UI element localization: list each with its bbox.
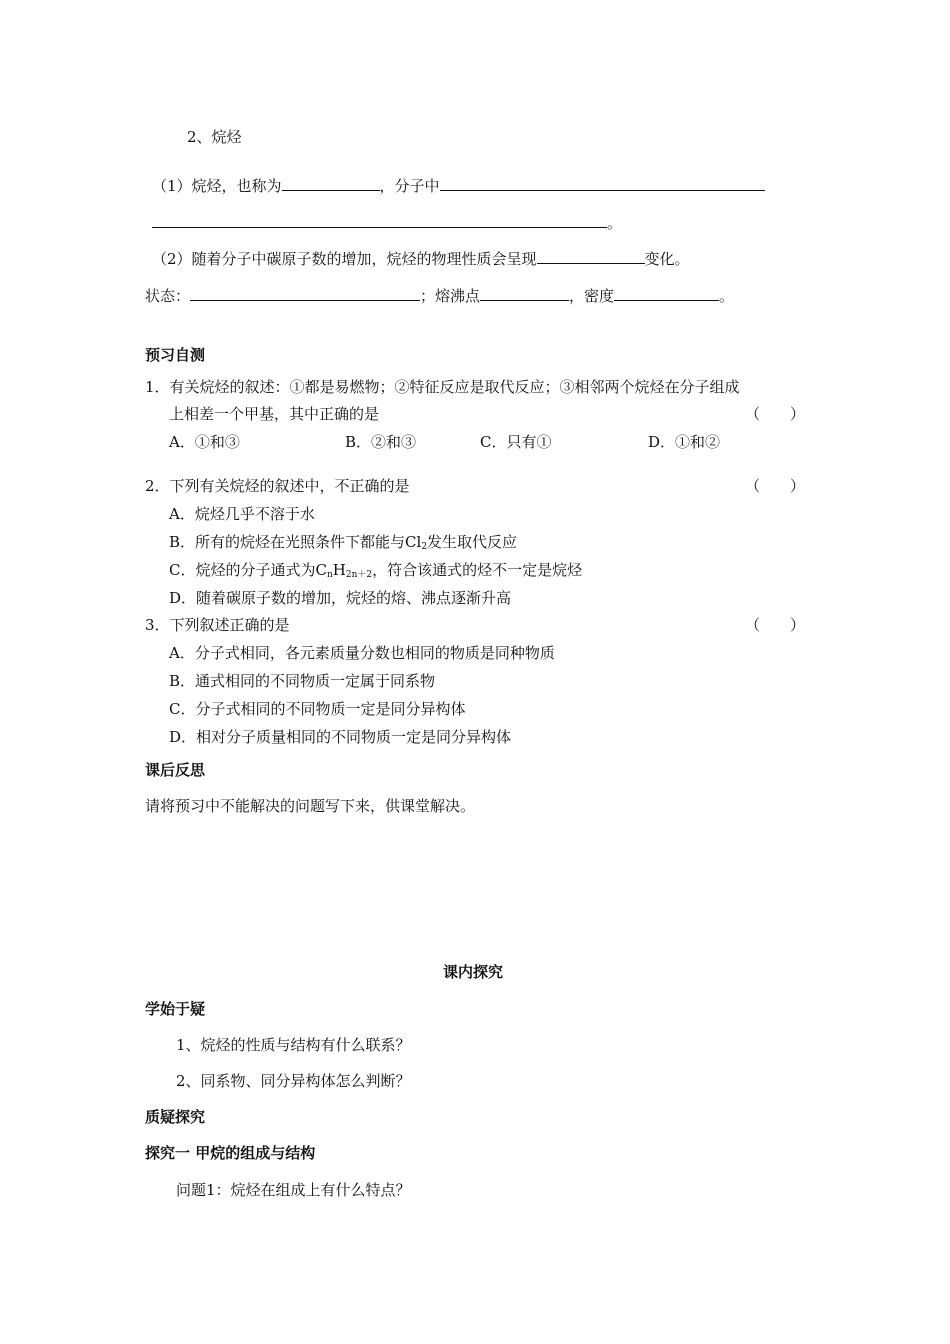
alias-blank[interactable]	[282, 175, 380, 191]
density-blank[interactable]	[614, 285, 719, 301]
q1-option-b[interactable]: B．②和③	[345, 433, 417, 451]
q3-option-a[interactable]: A．分子式相同，各元素质量分数也相同的物质是同种物质	[169, 644, 555, 662]
q2-option-c-sub2: 2n＋2	[345, 570, 373, 580]
q1-answer-paren[interactable]: （ ）	[745, 405, 806, 423]
reflection-text: 请将预习中不能解决的问题写下来，供课堂解决。	[145, 797, 476, 815]
alkane-definition-line	[152, 175, 765, 196]
q2-option-b-sub: 2	[421, 542, 428, 552]
q2-answer-paren[interactable]: （ ）	[745, 477, 806, 495]
q2-option-a[interactable]: A．烷烃几乎不溶于水	[169, 505, 315, 523]
density-label: ，密度	[569, 287, 615, 305]
molecule-label: ，分子中	[379, 177, 440, 195]
q2-option-c-post: ，符合该通式的烃不一定是烷烃	[372, 561, 583, 579]
q1-option-d[interactable]: D．①和②	[648, 433, 721, 451]
alkane-definition-label: （1）烷烃，也称为	[152, 177, 282, 195]
trend-blank[interactable]	[537, 248, 645, 264]
q2-stem: 2．下列有关烷烃的叙述中，不正确的是	[145, 477, 410, 495]
doubt-item-1: 1、烷烃的性质与结构有什么联系？	[176, 1036, 411, 1054]
section-title: 2、烷烃	[187, 128, 242, 146]
q3-stem: 3．下列叙述正确的是	[145, 616, 290, 634]
q2-option-b-post: 发生取代反应	[427, 533, 518, 551]
q2-option-c-mid: H	[332, 561, 346, 579]
preview-heading: 预习自测	[145, 346, 206, 364]
change-label: 变化。	[644, 250, 690, 268]
alkane-definition-line-2	[152, 212, 622, 233]
physical-property-line	[152, 248, 690, 269]
physical-property-label: （2）随着分子中碳原子数的增加，烷烃的物理性质会呈现	[152, 250, 537, 268]
q2-option-d[interactable]: D．随着碳原子数的增加，烷烃的熔、沸点逐渐升高	[169, 589, 512, 607]
state-end: 。	[719, 287, 735, 305]
q3-option-b[interactable]: B．通式相同的不同物质一定属于同系物	[169, 672, 436, 690]
q2-option-c-pre: C．烷烃的分子通式为C	[169, 561, 327, 579]
inclass-title: 课内探究	[443, 963, 504, 981]
q2-option-c[interactable]	[169, 560, 582, 585]
state-label: 状态：	[145, 287, 191, 305]
state-blank[interactable]	[190, 285, 420, 301]
state-line	[145, 285, 734, 306]
explore1-heading: 探究一 甲烷的组成与结构	[145, 1144, 316, 1162]
q1-stem-line1: 1．有关烷烃的叙述：①都是易燃物；②特征反应是取代反应；③相邻两个烷烃在分子组成	[145, 378, 740, 396]
q3-answer-paren[interactable]: （ ）	[745, 616, 806, 634]
q1-option-c[interactable]: C．只有①	[480, 433, 552, 451]
period: 。	[607, 214, 623, 232]
explore-heading: 质疑探究	[145, 1108, 206, 1126]
reflection-heading: 课后反思	[145, 761, 206, 779]
molecule-blank-2[interactable]	[152, 212, 607, 228]
q2-option-c-sub1: n	[326, 570, 333, 580]
question-1: 问题1：烷烃在组成上有什么特点？	[176, 1181, 411, 1199]
doubt-item-2: 2、同系物、同分异构体怎么判断？	[176, 1072, 411, 1090]
q1-option-a[interactable]: A．①和③	[169, 433, 240, 451]
q3-option-d[interactable]: D．相对分子质量相同的不同物质一定是同分异构体	[169, 728, 512, 746]
doubt-heading: 学始于疑	[145, 1000, 206, 1018]
q1-stem-line2: 上相差一个甲基，其中正确的是	[169, 405, 380, 423]
melt-blank[interactable]	[480, 285, 569, 301]
molecule-blank[interactable]	[440, 175, 765, 191]
q3-option-c[interactable]: C．分子式相同的不同物质一定是同分异构体	[169, 700, 466, 718]
q2-option-b[interactable]	[169, 532, 517, 557]
melt-label: ；熔沸点	[420, 287, 481, 305]
q2-option-b-pre: B．所有的烷烃在光照条件下都能与Cl	[169, 533, 422, 551]
